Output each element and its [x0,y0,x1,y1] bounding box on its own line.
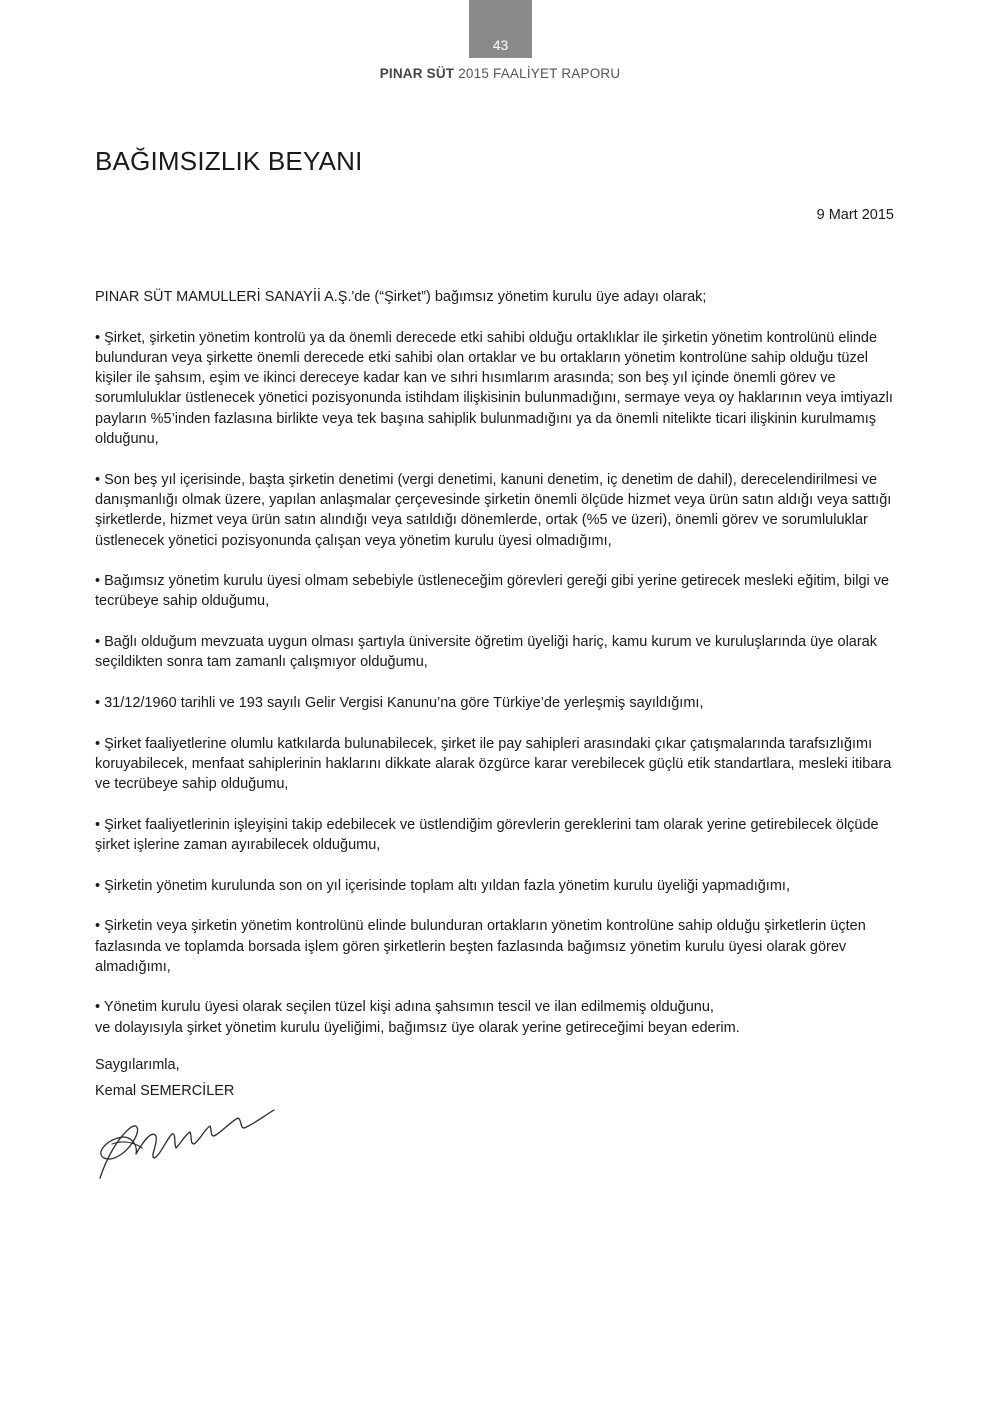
declaration-item: • 31/12/1960 tarihli ve 193 sayılı Gelir Vergisi Kanunu’na göre Türkiye’de yerleşmiş sayıldığımı, [95,694,704,711]
declaration-item: • Şirketin veya şirketin yönetim kontrolünü elinde bulunduran ortakların yönetim kontrolüne sahip olduğu şirketlerin üçten fazlasında ve toplamda borsada işlem gören şirketlerin beşten fazlasında bağımsız yönetim kurulu üyesi olarak görev almadığımı, [95,918,866,975]
declaration-item: • Son beş yıl içerisinde, başta şirketin denetimi (vergi denetimi, kanuni denetim, iç denetim de dahil), derecelendirilmesi ve danışmanlığı olmak üzere, yapılan anlaşmalar çerçevesinde şirketin önemli ölçüde hizmet veya ürün satın aldığı veya sattığı şirketlerde, hizmet veya ürün satın alındığı veya satıldığı dönemlerde, ortak (%5 ve üzeri), önemli görev ve sorumluluklar üstlenecek yönetici pozisyonunda çalışan veya yönetim kurulu üyesi olmadığımı, [95,471,892,549]
declaration-body [95,287,905,1058]
final-line-2: ve dolayısıyla şirket yönetim kurulu üyeliğimi, bağımsız üye olarak yerine getireceğimi beyan ederim. [95,1019,740,1036]
page-number: 43 [492,37,509,53]
declaration-item: • Şirket, şirketin yönetim kontrolü ya da önemli derecede etki sahibi olduğu ortaklıklar ile şirketin yönetim kontrolünü elinde bulunduran veya şirkette önemli derecede etki sahibi olan ortaklar ve bu ortakların yönetim kontrolüne sahip olduğu tüzel kişiler ile şahsım, eşim ve ikinci dereceye kadar kan ve sıhri hısımlarım arasında; son beş yıl içinde önemli görev ve sorumluluklar üstlenecek yönetici pozisyonunda istihdam ilişkisinin bulunmadığını, sermaye veya oy haklarının veya imtiyazlı payların %5’inden fazlasına birlikte veya tek başına sahiplik bulunmadığını ya da önemli nitelikte ticari ilişkinin kurulmamış olduğunu, [95,329,893,448]
signatory-name: Kemal SEMERCİLER [95,1083,235,1099]
signature-image [92,1100,282,1190]
declaration-item: • Şirket faaliyetlerine olumlu katkılarda bulunabilecek, şirket ile pay sahipleri arasındaki çıkar çatışmalarında tarafsızlığımı koruyabilecek, menfaat sahiplerinin haklarını dikkate alarak özgürce karar verebilecek güçlü etik standartlara, mesleki itibara ve tecrübeye sahip olduğumu, [95,735,892,793]
header-brand: PINAR SÜT [379,66,455,81]
declaration-item: • Bağımsız yönetim kurulu üyesi olmam sebebiyle üstleneceğim görevleri gereği gibi yerine getirecek mesleki eğitim, bilgi ve tecrübeye sahip olduğumu, [95,573,890,610]
final-declaration-item [95,997,905,1038]
intro-paragraph: PINAR SÜT MAMULLERİ SANAYİİ A.Ş.'de (“Şirket”) bağımsız yönetim kurulu üye adayı olarak; [95,289,707,305]
final-line-1: • Yönetim kurulu üyesi olarak seçilen tüzel kişi adına şahsımın tescil ve ilan edilmemiş olduğunu, [95,999,714,1016]
document-date: 9 Mart 2015 [816,207,894,223]
document-title: BAĞIMSIZLIK BEYANI [95,146,363,176]
header-report-title: 2015 FAALİYET RAPORU [458,66,621,81]
declaration-item: • Şirketin yönetim kurulunda son on yıl içerisinde toplam altı yıldan fazla yönetim kurulu üyeliği yapmadığımı, [95,877,790,894]
closing-salutation: Saygılarımla, [95,1057,180,1073]
declaration-item: • Bağlı olduğum mevzuata uygun olması şartıyla üniversite öğretim üyeliği hariç, kamu kurum ve kuruluşlarında üye olarak seçildikten sonra tam zamanlı çalışmıyor olduğumu, [95,634,877,671]
page-number-tab [469,0,532,58]
declaration-item: • Şirket faaliyetlerinin işleyişini takip edebilecek ve üstlendiğim görevlerin gereklerini tam olarak yerine getirebilecek ölçüde şirket işlerine zaman ayırabilecek olduğumu, [95,816,879,854]
closing-block [95,1052,234,1104]
running-header [0,66,1000,81]
